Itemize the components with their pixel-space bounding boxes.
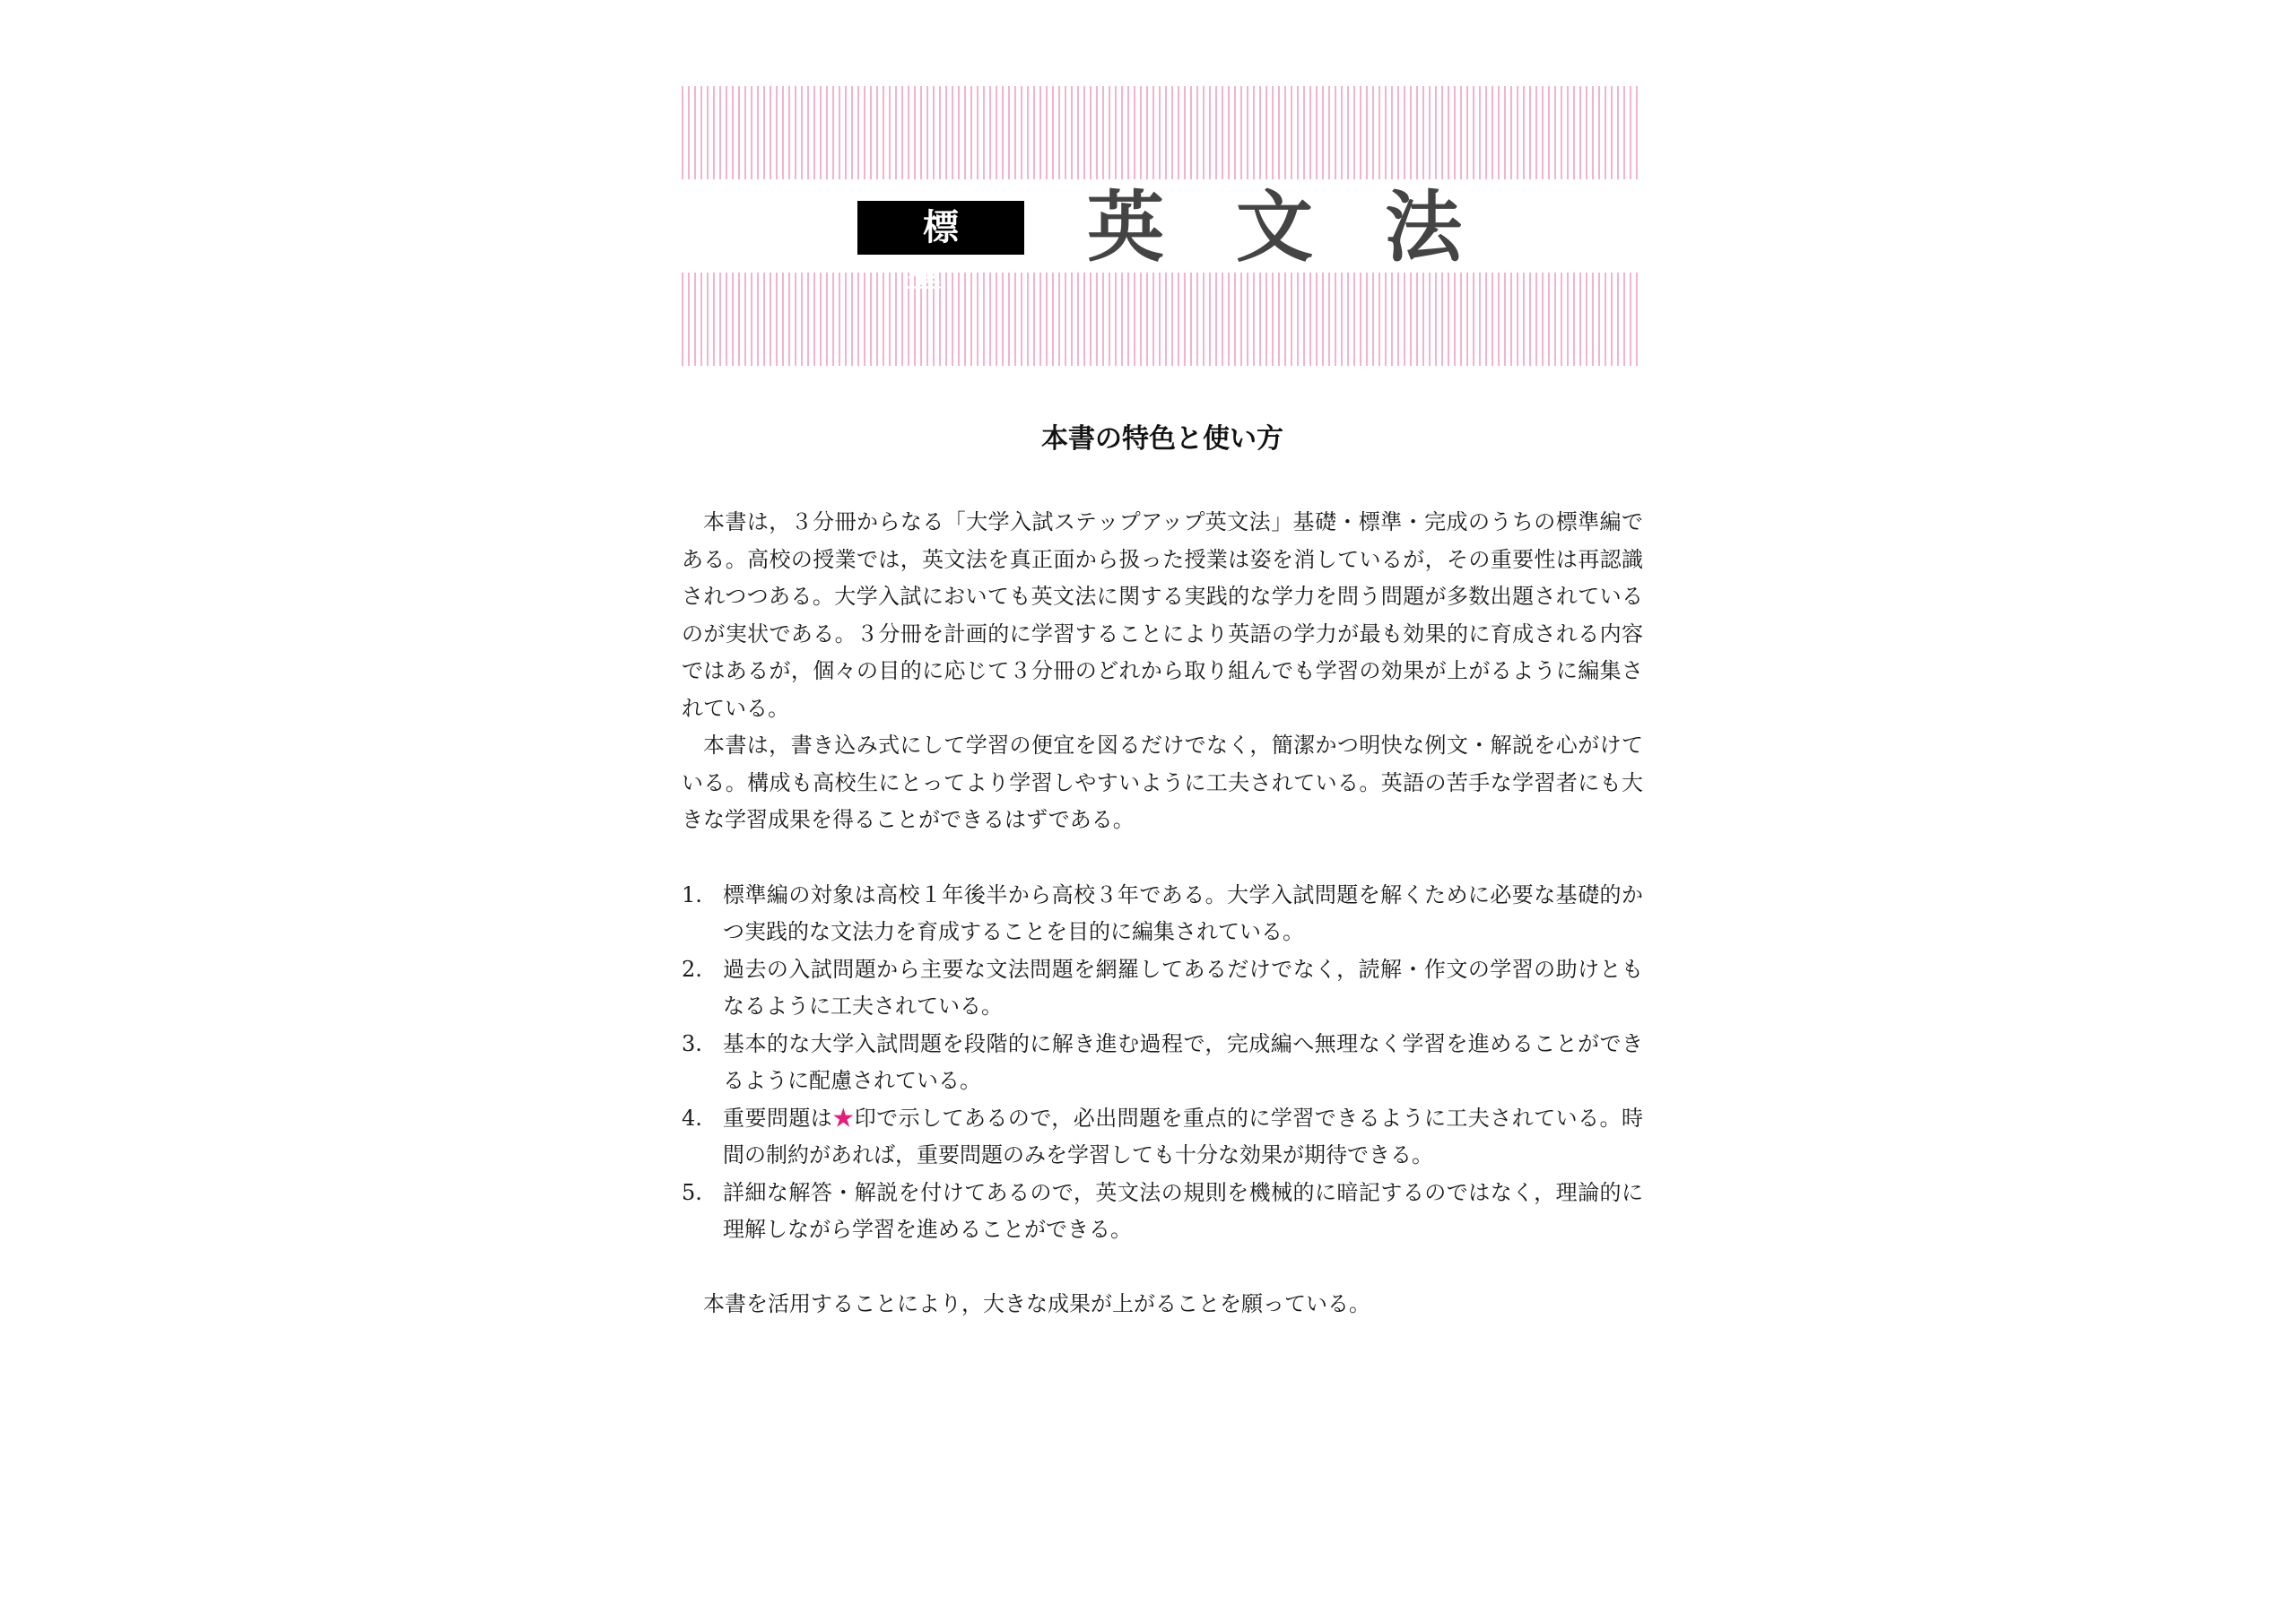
level-badge: 標準: [857, 201, 1024, 255]
intro-text: [682, 504, 1643, 839]
feature-text: 詳細な解答・解説を付けてあるので，英文法の規則を機械的に暗記するのではなく，理論的に理解しながら学習を進めることができる。: [723, 1179, 1643, 1242]
section-heading: 本書の特色と使い方: [1041, 423, 1283, 455]
feature-item: [682, 951, 1643, 1026]
intro-paragraph: 本書は，書き込み式にして学習の便宜を図るだけでなく，簡潔かつ明快な例文・解説を心がけている。構成も高校生にとってより学習しやすいように工夫されている。英語の苦手な学習者にも大きな学習成果を得ることができるはずである。: [682, 733, 1643, 832]
book-title: 英文法: [1087, 183, 1534, 273]
intro-paragraph: 本書は，３分冊からなる「大学入試ステップアップ英文法」基礎・標準・完成のうちの標準編である。高校の授業では，英文法を真正面から扱った授業は姿を消しているが，その重要性は再認識されつつある。大学入試においても英文法に関する実践的な学力を問う問題が多数出題されているのが実状である。３分冊を計画的に学習することにより英語の学力が最も効果的に育成される内容ではあるが，個々の目的に応じて３分冊のどれから取り組んでも学習の効果が上がるように編集されている。: [682, 509, 1643, 721]
feature-number: 4.: [682, 1105, 702, 1131]
header-stripe-top: [682, 86, 1639, 179]
feature-text: 標準編の対象は高校１年後半から高校３年である。大学入試問題を解くために必要な基礎的かつ実践的な文法力を育成することを目的に編集されている。: [723, 881, 1643, 944]
feature-item: [682, 1175, 1643, 1249]
feature-text: 基本的な大学入試問題を段階的に解き進む過程で，完成編へ無理なく学習を進めることができるように配慮されている。: [723, 1030, 1643, 1093]
document-page: [682, 86, 1643, 1323]
feature-text-after: 印で示してあるので，必出問題を重点的に学習できるように工夫されている。時間の制約があれば，重要問題のみを学習しても十分な効果が期待できる。: [723, 1105, 1644, 1167]
feature-item: [682, 877, 1643, 951]
feature-text: 過去の入試問題から主要な文法問題を網羅してあるだけでなく，読解・作文の学習の助けともなるように工夫されている。: [723, 956, 1643, 1019]
feature-item: [682, 1100, 1643, 1175]
header-stripe-bottom: [682, 273, 1639, 366]
feature-number: 1.: [682, 881, 702, 907]
feature-number: 3.: [682, 1030, 702, 1056]
feature-number: 2.: [682, 956, 702, 982]
feature-number: 5.: [682, 1179, 702, 1205]
feature-item: [682, 1026, 1643, 1100]
star-icon: ★: [832, 1105, 855, 1131]
closing-text: 本書を活用することにより，大きな成果が上がることを願っている。: [703, 1290, 1370, 1316]
feature-text-before: 重要問題は: [723, 1105, 833, 1131]
title-row: [682, 179, 1643, 302]
feature-text: [703, 1100, 1643, 1175]
feature-list: [682, 877, 1643, 1249]
